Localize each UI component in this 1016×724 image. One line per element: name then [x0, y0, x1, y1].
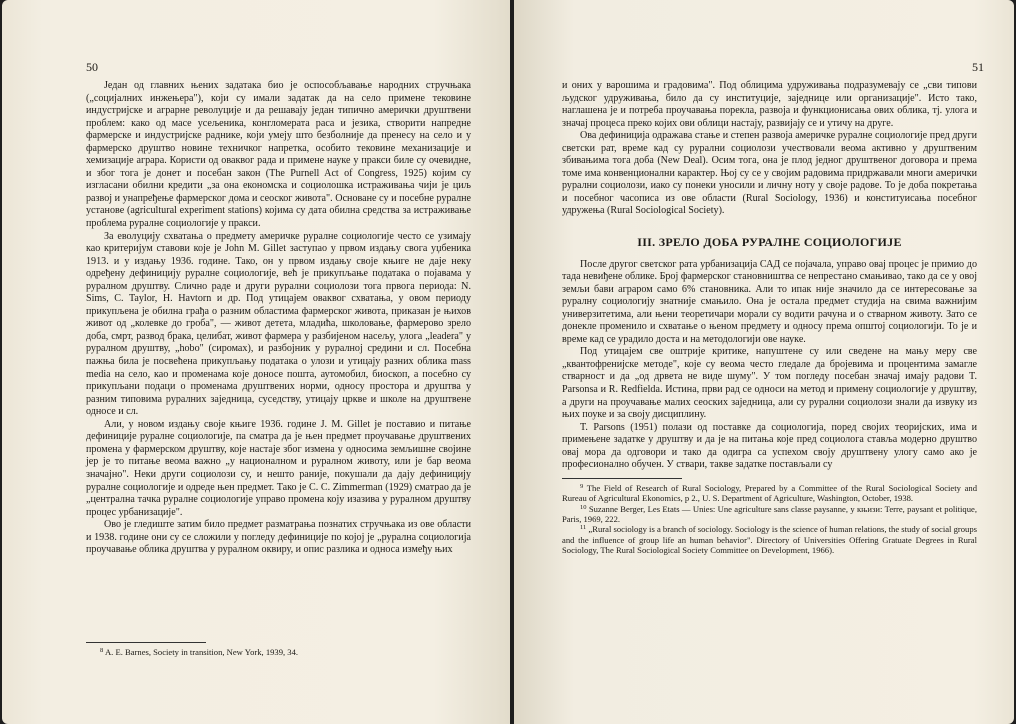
- paragraph: За еволуцију схватања о предмету америчке руралне социологије често се узимају као критеријум ставови које је John M. Gillet заступао у првом издању свога уџбеника 1913. и у издању 1936. године. Тако, он у првом издању своје књиге не даје неку одређену дефиницију руралне социологије, већ је прикупљање података о појавама у руралном друштву. Слично раде и други рурални социолози тога првога периода: N. Sims, C. Taylor, H. Havtorn и др. Под утицајем оваквог схватања, у овом периоду прикупљена је обилна грађа о разним областима фармерског живота, приказан је њихов живот од „колевке до гроба", — живот детета, младића, школовање, фармерово зрело доба, смрт, развод брака, целибат, живот фармера у разбијеном насељу, улога „leadera" у руралном друштву, „hobo" (сиромах), и разбојник у руралној средини и сл. Посебна пажња била је посвећена прикупљању података о улози и утицају разних облика mass media на село, као и променама које доносе пошта, аутомобил, биоскоп, а посебно су прикупљани подаци о променама друштвених норми, односу простора и друштва у разним типовима руралних заједница, суседству, утицају цркве и школе на друштвене односе и сл.: [86, 230, 471, 418]
- paragraph: и оних у варошима и градовима". Под облицима удруживања подразумевају се „сви типови људског удруживања, било да су институције, заједнице или организације". Исто тако, наглашена је и потреба проучавања порекла, развоја и функционисања ових облика, тј. улога и значај процеса преко којих ови облици настају, развијају се и утичу на друге.: [562, 80, 977, 129]
- paragraph: Ова дефиниција одражава стање и степен развоја америчке руралне социологије пред други светски рат, време кад су рурални социолози учествовали веома активно у друштвеним збивањима тога доба (New Deal). Осим тога, она је плод једног друштвеног договора и према томе има конвенционални карактер. Њој су се у својим радовима придржавали многи амерички рурални социолози, иако су понеки уносили и личну ноту у своје радове. То је доба покретања и посебног часописа из ове области (Rural Sociology, 1936) и конституисања посебног удружења (Rural Sociological Society).: [562, 130, 977, 217]
- paragraph: Али, у новом издању своје књиге 1936. године J. M. Gillet је поставио и питање дефиниције руралне социологије, па сматра да је њен предмет проучавање друштвених промена у фармерском друштву, које настаје због измена у односима земљишне својине јер је то питање веома важно „у националном и руралном животу, или је бар веома значајно". Неки други социолози су, и нешто раније, покушали да дају дефиницију руралне социологије и одреде њен предмет. Тако је C. C. Zimmerman (1929) сматрао да је „централна тачка руралне социологије управо промена коју изазива у руралном друштву процес урбанизације".: [86, 418, 471, 518]
- footnote-marker: 8: [100, 647, 104, 654]
- right-page-body: [562, 80, 977, 556]
- section-heading: III. ЗРЕЛО ДОБА РУРАЛНЕ СОЦИОЛОГИЈЕ: [637, 235, 902, 250]
- footnote-rule: [562, 478, 682, 479]
- footnote: $^{11}$ „Rural sociology is a branch of sociology. Sociology is the science of human relations, the study of social groups and the influence of group life an human behavior". Directory of Universities Offering Gratuate Degrees in Rural Sociology, The Rural Sociological Society Committee on Development, 1966).: [562, 524, 977, 556]
- footnote-marker: 10: [580, 503, 587, 511]
- footnotes-left: [86, 638, 471, 657]
- footnote-rule: [86, 642, 206, 643]
- footnotes-right: [562, 478, 977, 556]
- page-number-right: 51: [972, 60, 984, 74]
- paragraph: После другог светског рата урбанизација САД се појачала, управо овај процес је примио до тада невиђене облике. Број фармерског становништва се непрестано смањивао, тако да се у овој земљи бави аграром само 6% становника. Али то ипак није значило да се интересовање за руралну социологију знатније смањило. Она је остала предмет студија на свима важнијим универзитетима, али њени теоретичари морали су водити рачуна и о стварном животу. Зато се донекле променило и схватање о њеном предмету и односу према општој социологији. То је и време кад се урадило доста и на методологији ове науке.: [562, 258, 977, 345]
- left-page: [2, 0, 510, 724]
- footnote-marker: 11: [580, 524, 587, 532]
- footnote: $^9$ The Field of Research of Rural Sociology, Prepared by a Committee of the Rural Sociological Society and Rureau of Agricultural Ekonomics, p 2., U. S. Department of Agriculture, Washington, October, 1938.: [562, 482, 978, 504]
- paragraph: Под утицајем све оштрије критике, напуштене су или сведене на мању меру све „квантофренијске методе", које су веома често гледале да бројевима и процентима замагле стварност и да „од дрвета не виде шуму". У том погледу посебан значај имају радови T. Parsonsa и R. Redfielda. Истина, први рад се односи на метод и примену социологије у друштву, а други на проучавање малих сеоских заједница, али су рурални социолози знали да извуку из њих поуке и за своју дисциплину.: [562, 346, 977, 421]
- left-page-body: [86, 80, 471, 557]
- paragraph: Ово је гледиште затим било предмет разматрања познатих стручњака из ове области и 1938. године они су се сложили у погледу дефиниције по којој је „рурална социологија проучавање облика друштва у руралном оквиру, и опис разлика и односа између њих: [86, 519, 471, 556]
- paragraph: Један од главних њених задатака био је оспособљавање народних стручњака („социјалних инжењера"), који су имали задатак да на село примене тековине индустријске и аграрне револуције и да решавају један типично амерички друштвени проблем: како од масе усељеника, конгломерата раса и језика, створити напредне фармерске и индустријске раднике, који умеју што безболније да пренесу на село и у фармерско друштво новине техничког напретка, особито тековине механизације и хемизације аграра. Користи од оваквог рада и примене науке у пракси биле су очевидне, и због тога је донет и посебан закон (The Purnell Act of Congress, 1925) којим су изгласани обилни кредити „за она економска и социолошка истраживања чији је циљ развој и унапређење фармерског дома и сеоског живота". Основане су и посебне руралне установе (agricultural experiment stations) којима су дата обилна средства за истраживање проблема руралне социологије у пракси.: [86, 80, 471, 230]
- footnote: $^8$ A. E. Barnes, Society in transition, New York, 1939, 34.: [100, 647, 299, 657]
- footnote-marker: 9: [580, 482, 584, 490]
- paragraph: T. Parsons (1951) полази од поставке да социологија, поред својих теоријских, има и примењене задатке у друштву и да је на питања које пред социолога ставља модерно друштво овај мора да одговори и тако да одигра са успехом своју друштвену улогу само ако је професионално обучен. У ствари, такве задатке постављали су: [562, 421, 977, 471]
- right-page: [514, 0, 1014, 724]
- page-number-left: 50: [86, 60, 98, 74]
- footnote: $^{10}$ Suzanne Berger, Les Etats — Unies: Une agriculture sans classe paysanne, у књизи: Terre, paysant et politique, Paris, 1969, 222.: [562, 503, 977, 525]
